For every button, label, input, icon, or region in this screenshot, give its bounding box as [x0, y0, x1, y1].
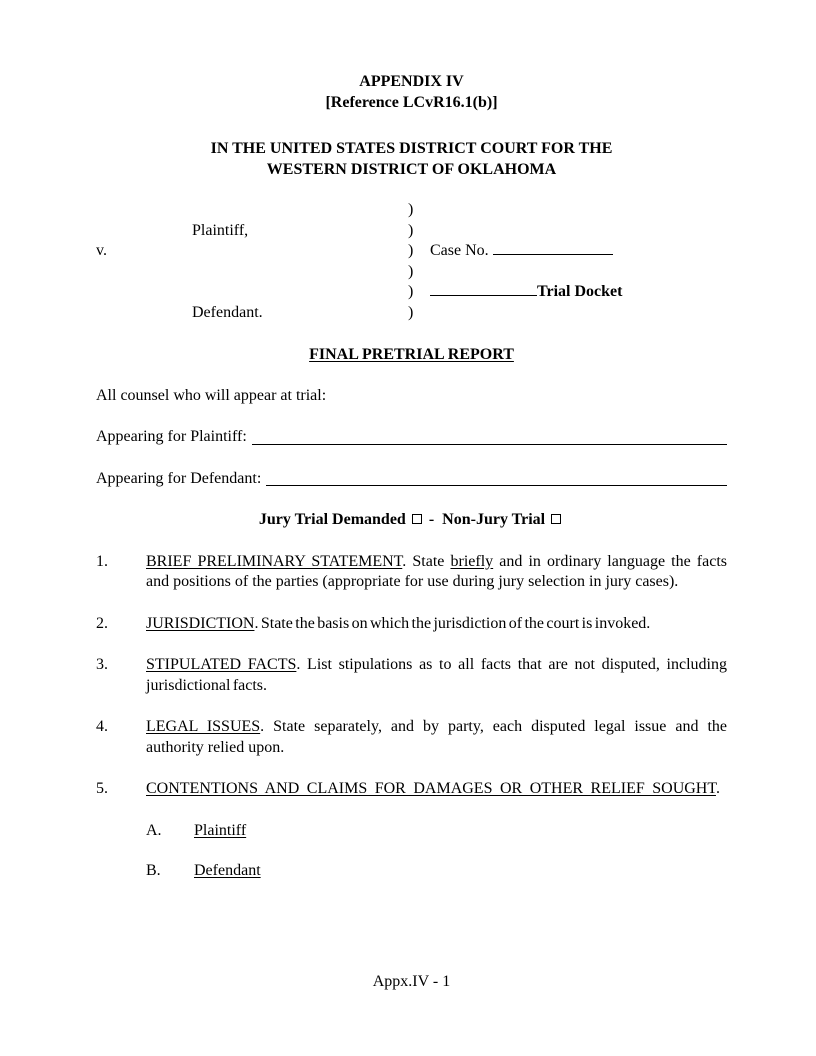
- item-rest-text: . List stipulations as to all facts that are not disputed, including jurisdictional facts.: [146, 656, 727, 694]
- list-item-1: [96, 552, 727, 593]
- caption-row: [96, 221, 727, 242]
- list-item-3: [96, 655, 727, 696]
- trial-docket-blank: [430, 294, 537, 296]
- jury-selection-line: [96, 510, 727, 531]
- item-number: 4.: [96, 718, 108, 735]
- non-jury-trial-checkbox-icon: [551, 514, 561, 524]
- court-title-line2: WESTERN DISTRICT OF OKLAHOMA: [266, 160, 557, 178]
- item-rest-text: . State separately, and by party, each disputed legal issue and the authority relied upon.: [146, 718, 727, 756]
- caption-row: [96, 241, 727, 262]
- court-title-line1: IN THE UNITED STATES DISTRICT COURT FOR THE: [210, 140, 613, 157]
- subitem-a: [96, 821, 727, 842]
- caption-row: [96, 282, 727, 303]
- report-title: FINAL PRETRIAL REPORT: [309, 346, 514, 363]
- appearing-for-plaintiff-label: Appearing for Plaintiff:: [96, 428, 247, 445]
- caption-paren: ): [408, 201, 414, 218]
- item-heading: LEGAL ISSUES: [146, 718, 261, 735]
- item-text: [146, 614, 727, 635]
- item-heading: BRIEF PRELIMINARY STATEMENT: [146, 552, 403, 570]
- caption-row: [96, 262, 727, 283]
- list-item-2: [96, 614, 727, 635]
- appendix-title: APPENDIX IV: [359, 73, 464, 90]
- plaintiff-label: Plaintiff,: [192, 221, 249, 239]
- case-number-label: Case No.: [430, 242, 489, 259]
- subitem-b: [96, 861, 727, 882]
- item-number: 1.: [96, 552, 108, 570]
- jury-separator: -: [428, 511, 435, 528]
- defendant-label: Defendant.: [192, 303, 263, 321]
- court-title: [96, 139, 727, 180]
- item-text: [146, 717, 727, 758]
- case-caption: [96, 200, 727, 323]
- subitem-label-defendant: Defendant: [194, 862, 261, 879]
- list-item-4: [96, 717, 727, 758]
- appearing-for-defendant-label: Appearing for Defendant:: [96, 469, 262, 487]
- caption-row: [96, 303, 727, 324]
- trial-docket-label: Trial Docket: [537, 283, 623, 300]
- item-number: 5.: [96, 780, 108, 797]
- item-number: 2.: [96, 614, 108, 632]
- item-text: [146, 779, 727, 800]
- item-rest-text: .: [715, 780, 720, 797]
- jury-trial-checkbox-icon: [412, 514, 422, 524]
- report-title-row: [96, 345, 727, 366]
- subitem-label-plaintiff: Plaintiff: [194, 821, 247, 839]
- subitem-letter: A.: [146, 821, 162, 839]
- non-jury-trial-label: Non-Jury Trial: [442, 511, 546, 528]
- item-text: [146, 655, 727, 696]
- caption-paren: ): [408, 221, 414, 239]
- caption-row: [96, 200, 727, 221]
- item-heading: STIPULATED FACTS: [146, 656, 297, 673]
- item-heading: CONTENTIONS AND CLAIMS FOR DAMAGES OR OTHER RELIEF SOUGHT: [146, 780, 716, 797]
- appearing-for-plaintiff-row: [96, 427, 727, 448]
- case-number-blank: [493, 253, 613, 255]
- appendix-reference: [Reference LCvR16.1(b)]: [325, 93, 498, 111]
- item-rest-text: and in ordinary language the facts and positions of the parties (appropriate for use during jury selection in jury cases).: [146, 552, 728, 590]
- item-text: [146, 552, 727, 593]
- item-underlined-word: briefly: [450, 552, 494, 570]
- caption-paren: ): [408, 303, 414, 321]
- plaintiff-counsel-blank: [252, 444, 727, 445]
- item-heading: JURISDICTION: [146, 614, 255, 632]
- page-footer: Appx.IV - 1: [372, 973, 451, 990]
- counsel-line: All counsel who will appear at trial:: [96, 386, 327, 404]
- subitem-letter: B.: [146, 862, 161, 879]
- appearing-for-defendant-row: [96, 469, 727, 490]
- item-mid-text: . State: [402, 552, 451, 570]
- jury-trial-label: Jury Trial Demanded: [258, 511, 406, 528]
- versus-label: v.: [96, 242, 107, 259]
- appendix-heading: [96, 72, 727, 113]
- caption-paren: ): [408, 262, 414, 280]
- caption-paren: ): [408, 283, 414, 300]
- defendant-counsel-blank: [266, 485, 727, 486]
- item-rest-text: . State the basis on which the jurisdiction of the court is invoked.: [254, 614, 651, 632]
- list-item-5: [96, 779, 727, 800]
- caption-paren: ): [408, 242, 414, 259]
- item-number: 3.: [96, 656, 108, 673]
